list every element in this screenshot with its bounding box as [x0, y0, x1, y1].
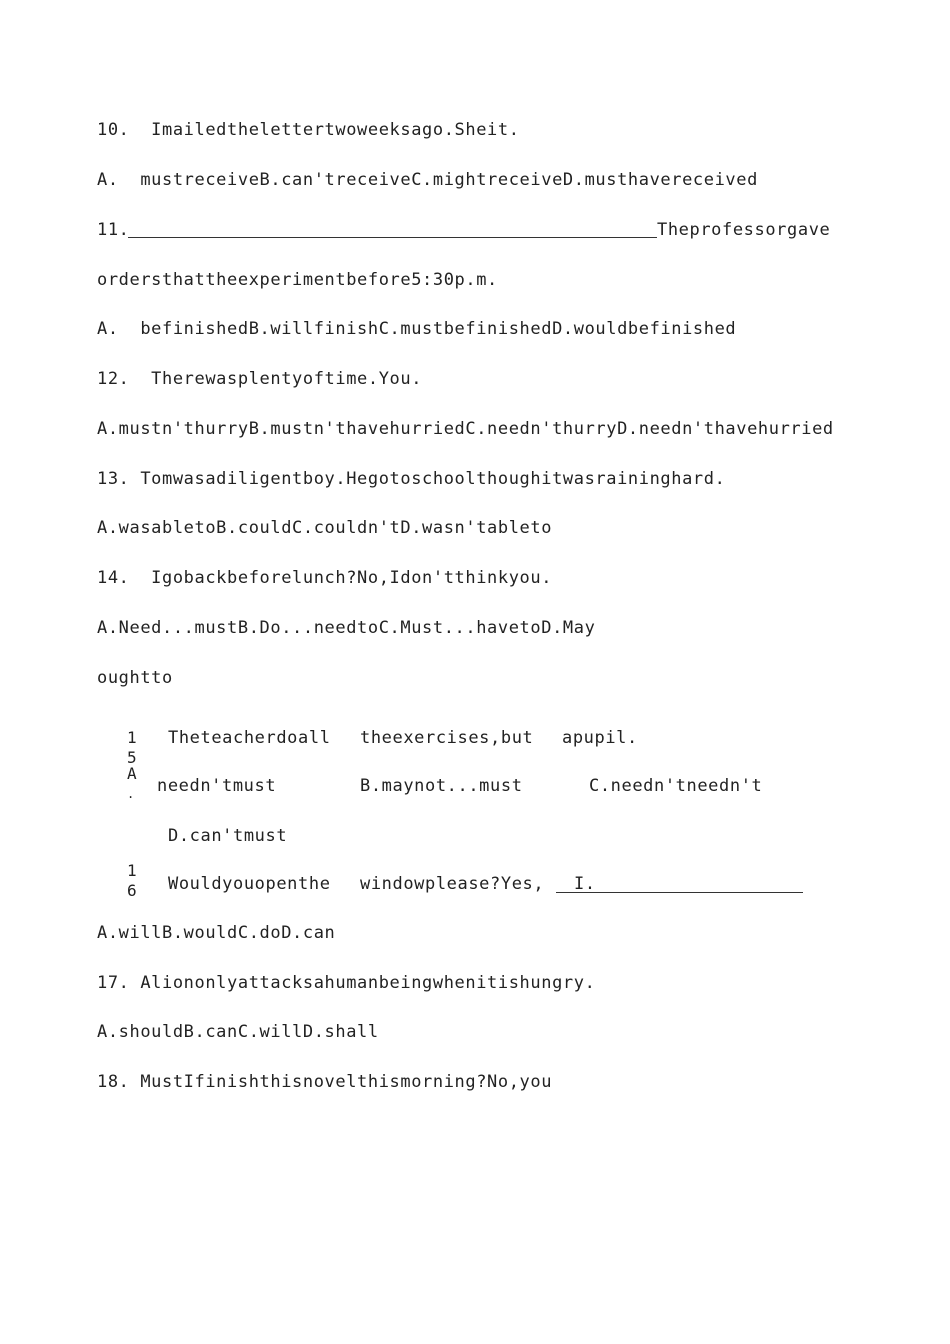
answer-options: A.willB.wouldC.doD.can — [97, 923, 336, 943]
answer-options: A.Need...mustB.Do...needtoC.Must...havetoD.May — [97, 618, 596, 638]
question-stem-part: Theteacherdoall — [168, 728, 331, 748]
answer-options-continued: oughtto — [97, 668, 173, 688]
question-stem: 14. Igobackbeforelunch?No,Idon'tthinkyou. — [97, 568, 553, 588]
answer-options: A.wasabletoB.couldC.couldn'tD.wasn'tableto — [97, 518, 553, 538]
question-stem: 18. MustIfinishthisnovelthismorning?No,you — [97, 1072, 553, 1092]
option-b: B.maynot...must — [360, 776, 523, 796]
option-letter-dot: . — [127, 787, 135, 801]
question-stem: 17. Aliononlyattacksahumanbeingwhenitishungry. — [97, 973, 596, 993]
option-letter: A — [127, 764, 138, 783]
question-number-digit: 1 — [127, 728, 138, 747]
option-c: C.needn'tneedn't — [589, 776, 763, 796]
question-number: 11. — [97, 220, 130, 240]
question-stem-part: Wouldyouopenthe — [168, 874, 331, 894]
question-stem: Theprofessorgave — [657, 220, 831, 240]
question-stem: 10. Imailedthelettertwoweeksago.Sheit. — [97, 120, 520, 140]
question-stem: 12. Therewasplentyoftime.You. — [97, 369, 423, 389]
answer-options: A. mustreceiveB.can'treceiveC.mightreceiveD.musthavereceived — [97, 170, 758, 190]
question-stem-part: apupil. — [562, 728, 638, 748]
answer-text: I. — [574, 874, 596, 894]
answer-options: A.mustn'thurryB.mustn'thavehurriedC.needn'thurryD.needn'thavehurried — [97, 419, 834, 439]
option-a: needn'tmust — [157, 776, 277, 796]
question-stem-part: windowplease?Yes, — [360, 874, 545, 894]
question-number-digit-clipped: 6 — [127, 881, 138, 900]
answer-blank — [128, 237, 657, 238]
question-number-digit: 1 — [127, 861, 138, 880]
question-stem-continued: ordersthattheexperimentbefore5:30p.m. — [97, 270, 498, 290]
option-d: D.can'tmust — [168, 826, 288, 846]
question-stem-part: theexercises,but — [360, 728, 534, 748]
question-number-digit-clipped: 5 — [127, 748, 138, 767]
answer-options: A.shouldB.canC.willD.shall — [97, 1022, 379, 1042]
question-stem: 13. Tomwasadiligentboy.Hegotoschoolthoughitwasraininghard. — [97, 469, 726, 489]
answer-options: A. befinishedB.willfinishC.mustbefinishedD.wouldbefinished — [97, 319, 737, 339]
